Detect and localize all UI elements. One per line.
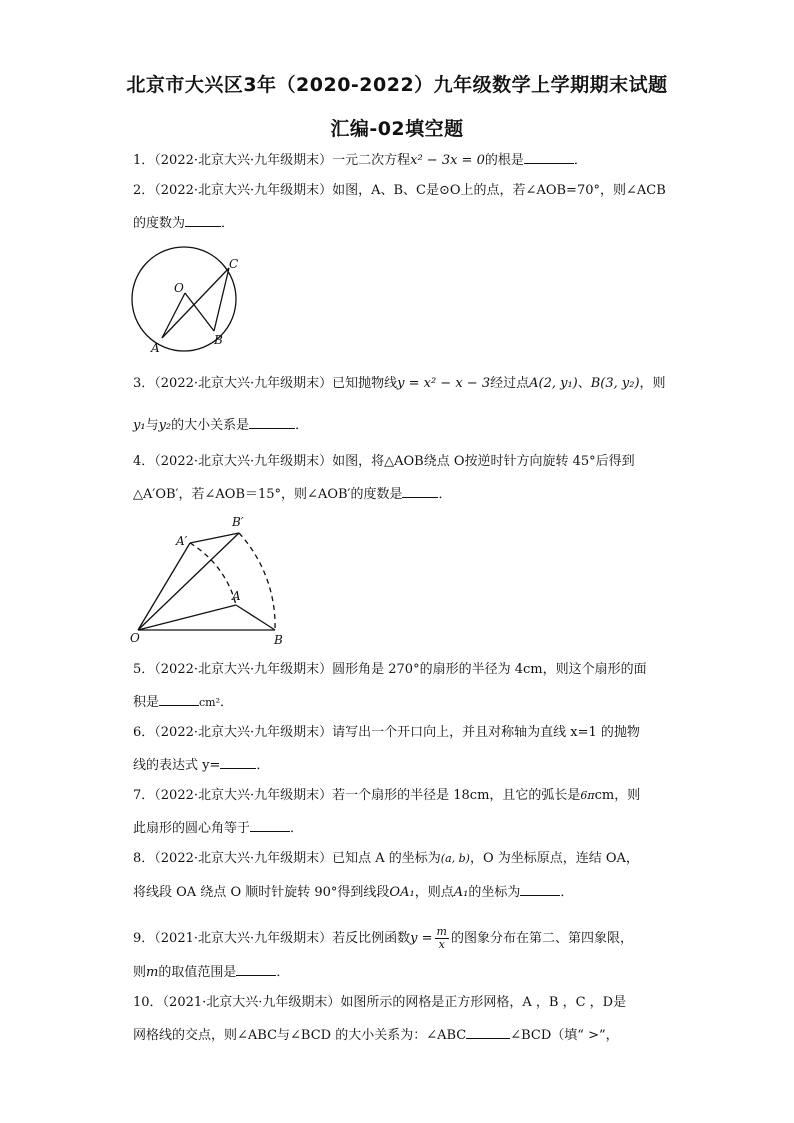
answer-blank[interactable] — [159, 692, 199, 706]
label-c: C — [229, 257, 239, 271]
q9-text: 9．（2021·北京大兴·九年级期末）若反比例函数 — [133, 931, 411, 946]
answer-blank[interactable] — [185, 213, 221, 227]
q7-text: 7．（2022·北京大兴·九年级期末）若一个扇形的半径是 18cm，且它的弧长是 — [133, 788, 581, 803]
q9-text-2: 的取值范围是 — [158, 965, 237, 980]
q3-and: 与 — [145, 418, 159, 433]
question-8-line-1 — [133, 849, 663, 868]
question-1 — [133, 150, 663, 170]
question-2-line-1: 2．（2022·北京大兴·九年级期末）如图，A、B、C是⊙O上的点，若∠AOB=70°，则∠ACB — [133, 183, 666, 198]
question-10-line-2 — [133, 1025, 663, 1045]
answer-blank[interactable] — [524, 150, 574, 164]
q3-separator: 、 — [577, 376, 591, 391]
q5-text: 积是 — [133, 695, 160, 710]
label-a: A — [151, 341, 160, 355]
question-2-line-2 — [133, 213, 663, 233]
q3-equation: y = x² − x − 3 — [397, 376, 491, 391]
q9-end: ． — [276, 965, 290, 980]
q8-then: ，则点 — [414, 885, 454, 900]
q2-end: ． — [221, 216, 235, 231]
label-a: A — [232, 589, 241, 603]
q1-prefix: 1．（2022·北京大兴·九年级期末）一元二次方程 — [133, 153, 411, 168]
q2-text: 的度数为 — [133, 216, 186, 231]
label-a-prime: A′ — [176, 534, 188, 548]
q9-numerator: m — [436, 925, 447, 938]
label-o: O — [174, 281, 184, 295]
answer-blank[interactable] — [466, 1025, 510, 1039]
question-5-line-2 — [133, 692, 663, 712]
q3-tail: ，则 — [639, 376, 666, 391]
segment-a-prime-b-prime — [190, 533, 239, 543]
q3-mid: 经过点 — [490, 376, 530, 391]
question-10-line-1: 10．（2021·北京大兴·九年级期末）如图所示的网格是正方形网格，A ，B ，C ，D是 — [133, 995, 627, 1010]
question-3-line-2 — [133, 415, 663, 435]
q4-end: ． — [438, 487, 452, 502]
q9-tail: 的图象分布在第二、第四象限， — [450, 931, 633, 946]
q1-end: ． — [573, 153, 587, 168]
segment-oa-prime — [138, 543, 190, 630]
question-6-line-1: 6．（2022·北京大兴·九年级期末）请写出一个开口向上，并且对称轴为直线 x=1 的抛物 — [133, 725, 640, 740]
label-b: B — [274, 633, 283, 647]
q3-point-b: B(3, y₂) — [590, 376, 640, 391]
q5-unit: cm² — [199, 696, 221, 709]
q3-point-a: A(2, y₁) — [529, 376, 578, 391]
q3-prefix: 3．（2022·北京大兴·九年级期末）已知抛物线 — [133, 376, 398, 391]
q8-oa1: OA₁ — [389, 885, 415, 900]
q3-text: 的大小关系是 — [171, 418, 250, 433]
question-6-line-2 — [133, 755, 663, 775]
q8-coord-text: 的坐标为 — [468, 885, 521, 900]
q9-fraction — [435, 926, 449, 951]
label-b-prime: B′ — [232, 515, 244, 529]
q10-tail: ∠BCD（填“ >”， — [510, 1028, 619, 1043]
q3-end: ． — [295, 418, 309, 433]
q7-tail: cm，则 — [594, 788, 641, 803]
answer-blank[interactable] — [236, 962, 276, 976]
segment-oa — [138, 605, 236, 630]
question-9-line-1 — [133, 926, 663, 951]
segment-bc — [214, 268, 229, 331]
q6-text: 线的表达式 y= — [133, 758, 221, 773]
question-5-line-1: 5．（2022·北京大兴·九年级期末）圆形角是 270°的扇形的半径为 4cm，则这个扇形的面 — [133, 662, 647, 677]
question-4-line-2 — [133, 484, 663, 504]
segment-ac — [162, 268, 229, 338]
question-7-line-2 — [133, 818, 663, 838]
q7-arc: 6π — [580, 789, 595, 802]
q3-y1: y₁ — [133, 418, 146, 433]
q8-text: 8．（2022·北京大兴·九年级期末）已知点 A 的坐标为 — [133, 851, 441, 866]
question-4-line-1: 4．（2022·北京大兴·九年级期末）如图，将△AOB绕点 O按逆时针方向旋转 45°后得到 — [133, 454, 635, 469]
circle-figure — [128, 246, 248, 358]
q3-y2: y₂ — [158, 418, 172, 433]
answer-blank[interactable] — [250, 818, 290, 832]
label-b: B — [214, 333, 223, 347]
q10-text: 网格线的交点，则∠ABC与∠BCD 的大小关系为：∠ABC — [133, 1028, 467, 1043]
answer-blank[interactable] — [220, 755, 256, 769]
question-8-line-2 — [133, 882, 663, 902]
question-9-line-2 — [133, 962, 663, 982]
answer-blank[interactable] — [249, 415, 295, 429]
document-title: 北京市大兴区3年（2020-2022）九年级数学上学期期末试题 — [126, 74, 668, 96]
document-subtitle: 汇编-02填空题 — [330, 118, 464, 140]
question-7-line-1 — [133, 786, 663, 805]
q9-then: 则 — [133, 965, 147, 980]
q9-m: m — [146, 965, 159, 980]
q1-equation: x² − 3x = 0 — [410, 153, 485, 168]
q8-end: ． — [560, 885, 574, 900]
q8-a1: A₁ — [453, 885, 469, 900]
q6-end: ． — [256, 758, 270, 773]
q5-end: ． — [220, 695, 234, 710]
q8-text-2: 将线段 OA 绕点 O 顺时针旋转 90°得到线段 — [133, 885, 390, 900]
q9-lhs: y = — [410, 931, 433, 946]
q8-coord: (a, b) — [440, 852, 470, 865]
label-o: O — [130, 631, 140, 645]
q7-text-2: 此扇形的圆心角等于 — [133, 821, 251, 836]
segment-ob-prime — [138, 533, 239, 630]
q8-tail: ，O 为坐标原点，连结 OA， — [469, 851, 639, 866]
q4-text: △A′OB′，若∠AOB＝15°，则∠AOB′的度数是 — [133, 487, 403, 502]
segment-oa — [162, 293, 185, 338]
q7-end: ． — [290, 821, 304, 836]
q1-suffix: 的根是 — [484, 153, 524, 168]
q9-denominator: x — [438, 938, 445, 951]
segment-ab — [236, 605, 275, 630]
answer-blank[interactable] — [402, 484, 438, 498]
rotation-figure — [128, 512, 298, 648]
question-3-line-1 — [133, 374, 666, 393]
answer-blank[interactable] — [520, 882, 560, 896]
arc-b — [239, 533, 275, 630]
